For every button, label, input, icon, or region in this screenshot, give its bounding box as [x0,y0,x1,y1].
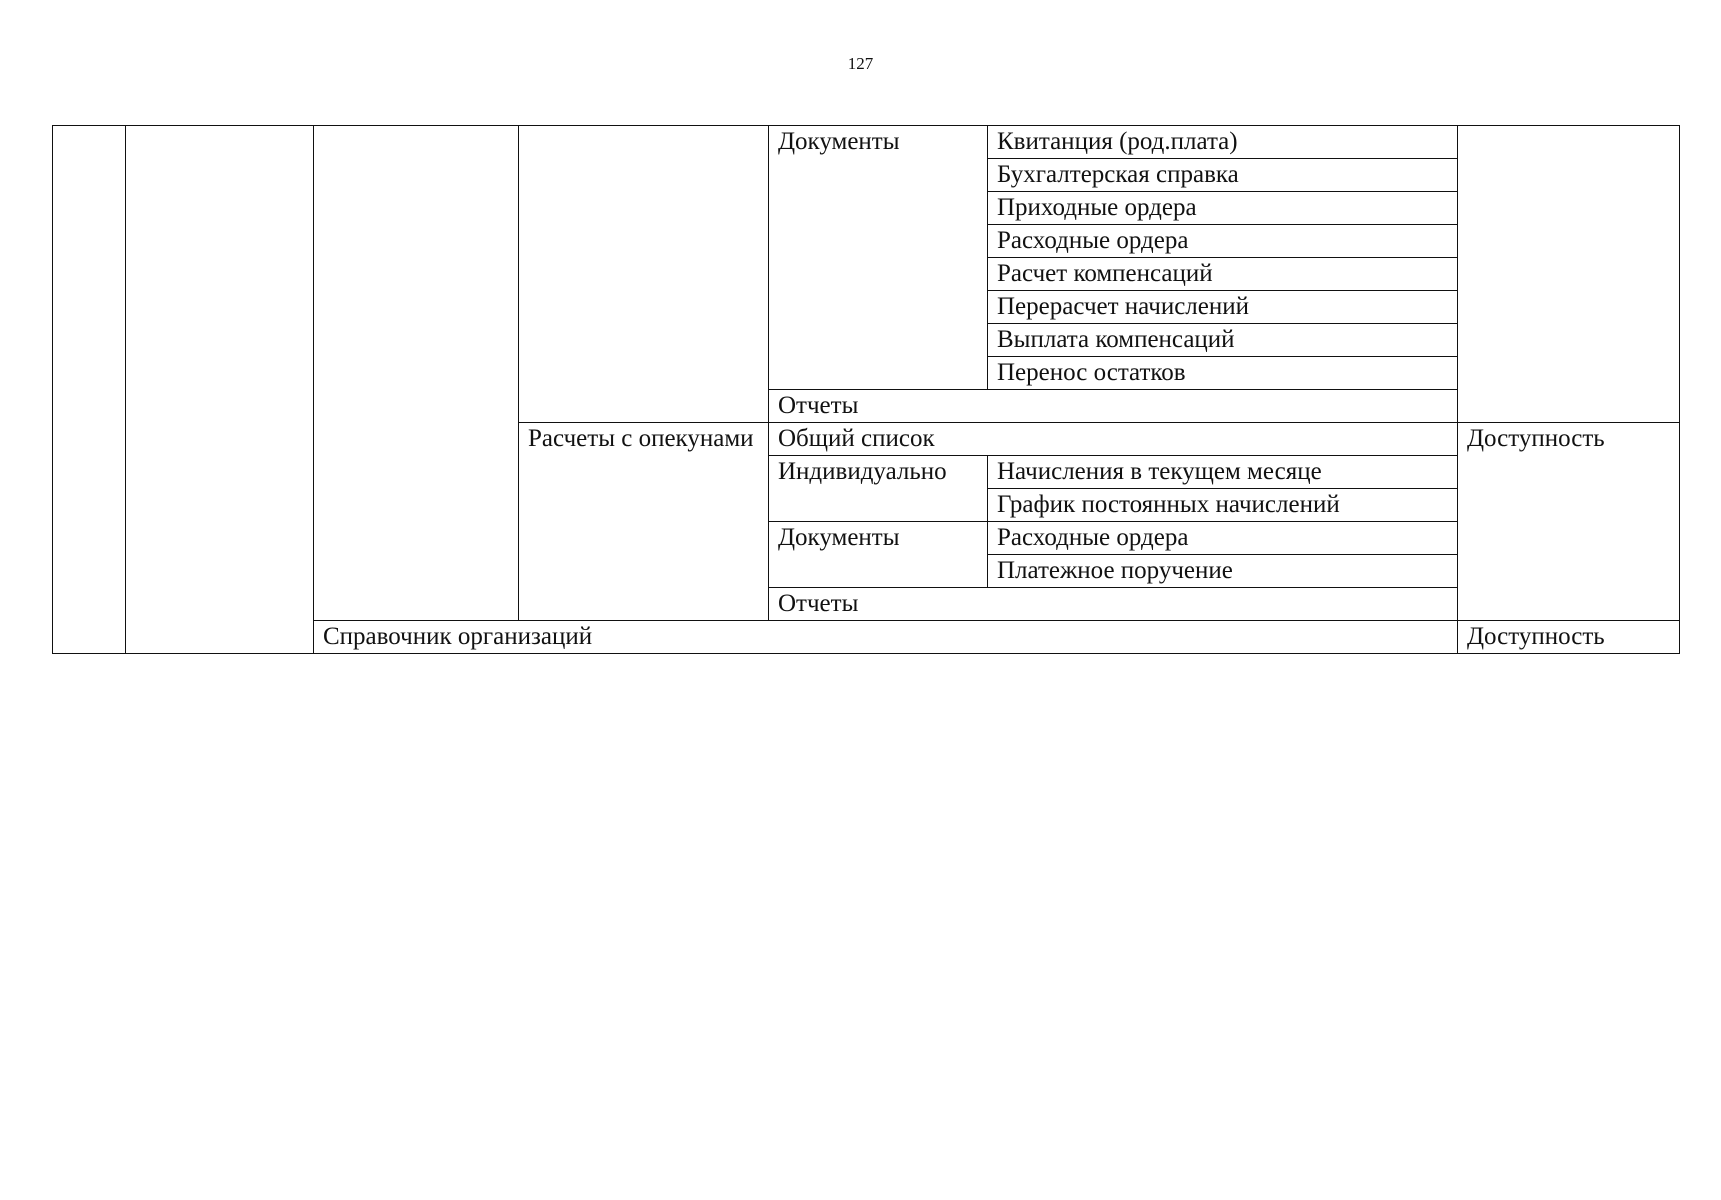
document-item: Расходные ордера [988,225,1458,258]
page-number: 127 [847,54,874,73]
document-item: Платежное поручение [988,555,1458,588]
access-cell: Доступность [1458,621,1680,654]
general-list-label: Общий список [769,423,1458,456]
organizations-directory-label: Справочник организаций [314,621,1458,654]
empty-cell-col3 [314,126,519,621]
section-label-guardians: Расчеты с опекунами [519,423,769,621]
document-item: Квитанция (род.плата) [988,126,1458,159]
empty-cell-col2 [126,126,314,654]
empty-cell-col1 [53,126,126,654]
document-item: Расчет компенсаций [988,258,1458,291]
access-cell: Доступность [1458,423,1680,621]
table-row [53,126,1680,159]
document-item: Выплата компенсаций [988,324,1458,357]
document-item: Бухгалтерская справка [988,159,1458,192]
empty-cell-access [1458,126,1680,423]
individual-label: Индивидуально [769,456,988,522]
document-item: Перенос остатков [988,357,1458,390]
reports-label: Отчеты [769,390,1458,423]
documents-label: Документы [769,126,988,390]
individual-item: Начисления в текущем месяце [988,456,1458,489]
empty-cell-col4 [519,126,769,423]
reports-label: Отчеты [769,588,1458,621]
individual-item: График постоянных начислений [988,489,1458,522]
document-item: Расходные ордера [988,522,1458,555]
access-table [52,125,1680,654]
documents-label: Документы [769,522,988,588]
document-item: Перерасчет начислений [988,291,1458,324]
document-item: Приходные ордера [988,192,1458,225]
